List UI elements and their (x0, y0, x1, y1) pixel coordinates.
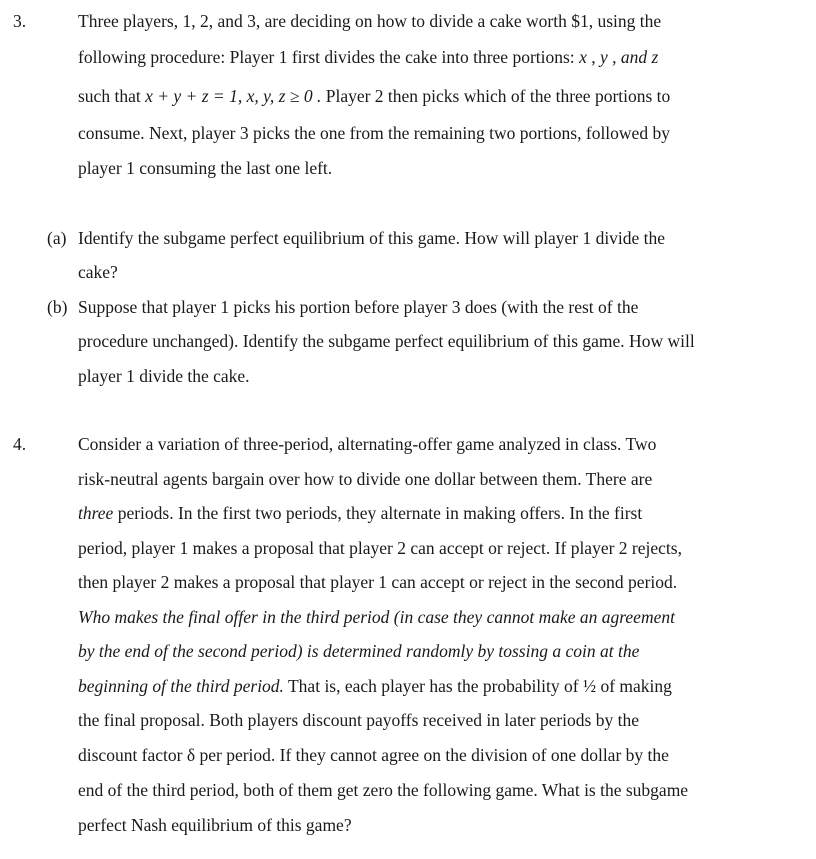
problem-3-line-3-rest: Player 2 then picks which of the three portions to (325, 86, 671, 106)
problem-4-line-10: discount factor δ per period. If they cannot agree on the division of one dollar by the (78, 745, 669, 765)
problem-4-line-6-italic: Who makes the final offer in the third period (in case they cannot make an agreement (78, 607, 675, 627)
problem-3-line-1: Three players, 1, 2, and 3, are deciding on how to divide a cake worth $1, using the (78, 11, 662, 31)
sum-constraint-math: x + y + z = 1, x, y, z ≥ 0 . (145, 86, 322, 106)
problem-4-line-11: end of the third period, both of them get zero the following game. What is the subgame (78, 780, 689, 800)
problem-4-line-12: perfect Nash equilibrium of this game? (78, 815, 352, 835)
problem-3-number: 3. (13, 11, 27, 31)
part-b-line-2: procedure unchanged). Identify the subgame perfect equilibrium of this game. How will (78, 331, 695, 351)
problem-3-line-2-text: following procedure: Player 1 first divides the cake into three portions: (78, 47, 575, 67)
problem-3-line-4: consume. Next, player 3 picks the one from the remaining two portions, followed by (78, 123, 670, 143)
problem-4-line-3-rest: periods. In the first two periods, they alternate in making offers. In the first (113, 503, 643, 523)
problem-4-line-1: Consider a variation of three-period, alternating-offer game analyzed in class. Two (78, 434, 657, 454)
problem-4-line-6 (78, 606, 675, 628)
part-b-line-1: Suppose that player 1 picks his portion before player 3 does (with the rest of the (78, 297, 639, 317)
part-a-line-1: Identify the subgame perfect equilibrium of this game. How will player 1 divide the (78, 228, 666, 248)
problem-4-line-3 (78, 502, 642, 524)
problem-4-line-9: the final proposal. Both players discount payoffs received in later periods by the (78, 710, 639, 730)
three-emphasis: three (78, 503, 114, 523)
problem-4-line-8-rest: That is, each player has the probability of ½ of making (283, 676, 672, 696)
part-b-label: (b) (47, 297, 68, 317)
part-a-line-2: cake? (78, 262, 118, 282)
problem-3-line-2 (78, 46, 658, 68)
part-a-label: (a) (47, 228, 67, 248)
problem-4-line-8-italic: beginning of the third period. (78, 676, 284, 696)
part-b-line-3: player 1 divide the cake. (78, 366, 250, 386)
problem-4-line-7-italic: by the end of the second period) is determined randomly by tossing a coin at the (78, 641, 640, 661)
problem-3-line-3-text: such that (78, 86, 141, 106)
problem-4-number: 4. (13, 434, 27, 454)
portion-variables: x , y , and z (579, 47, 659, 67)
problem-4-line-5: then player 2 makes a proposal that player 1 can accept or reject in the second period. (78, 572, 678, 592)
problem-4-line-2: risk-neutral agents bargain over how to divide one dollar between them. There are (78, 469, 653, 489)
problem-4-line-8 (78, 675, 672, 697)
problem-3-line-3 (78, 85, 670, 107)
problem-4-line-7 (78, 640, 639, 662)
problem-3-line-5: player 1 consuming the last one left. (78, 158, 333, 178)
problem-4-line-4: period, player 1 makes a proposal that player 2 can accept or reject. If player 2 rejects, (78, 538, 682, 558)
